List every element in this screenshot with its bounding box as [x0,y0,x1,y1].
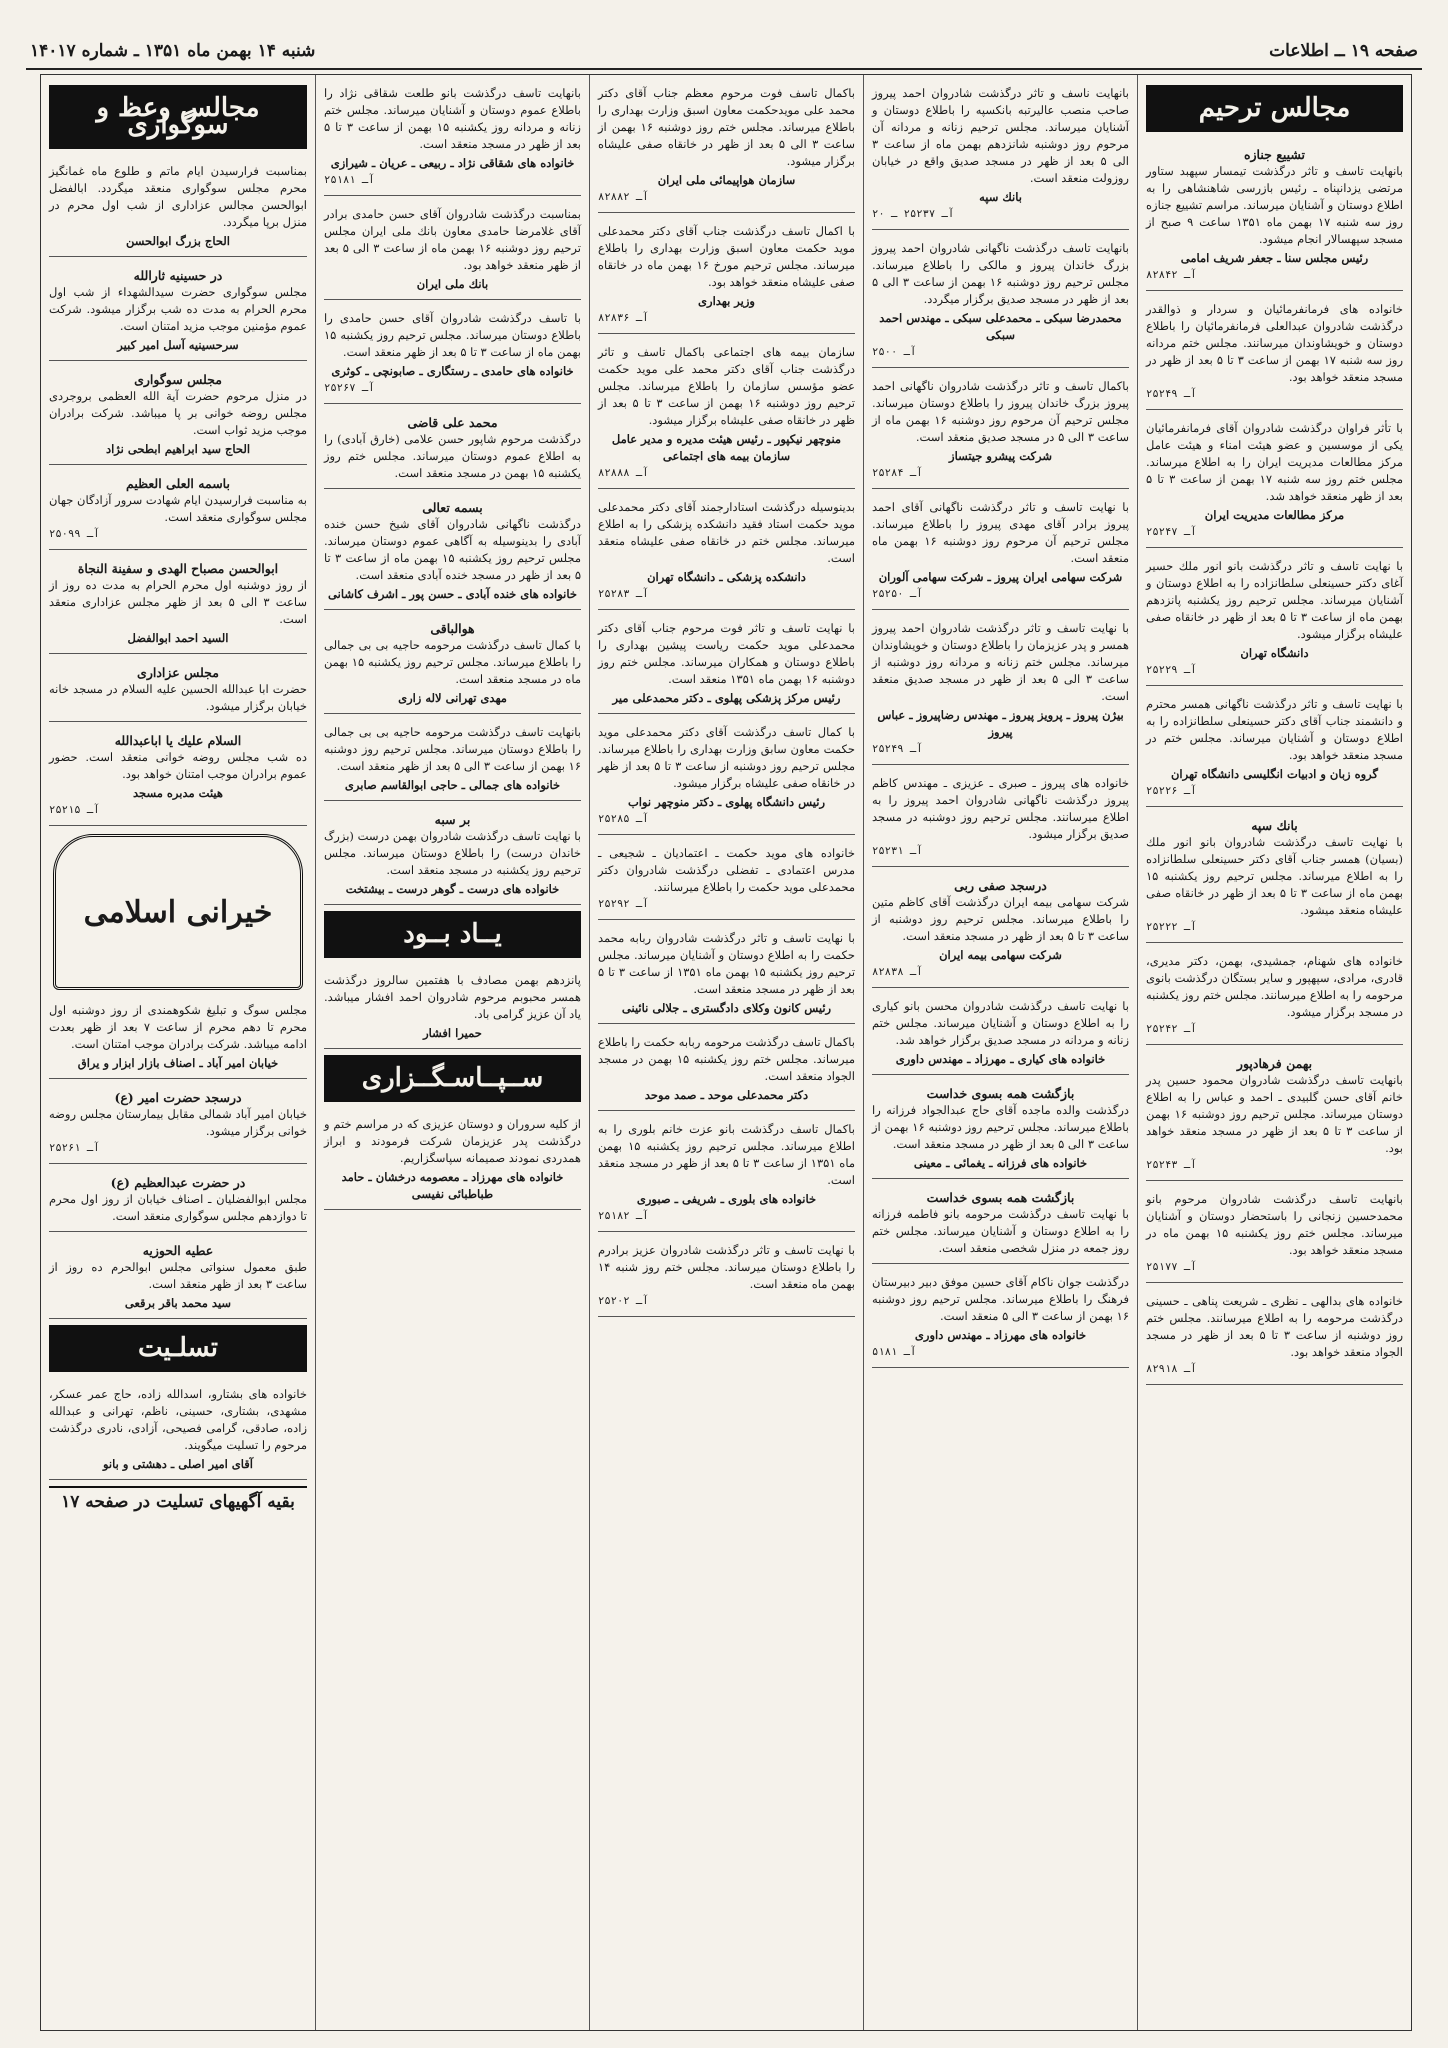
notice-body: بمناسبت درگذشت شادروان آقاى حسن حامدى برادر آقاى غلامرضا حامدى معاون بانك ملى ايران مجلس ترحيم روز دوشنبه ۱۶ بهمن ماه از ساعت ۳ الى ۵ بعد از ظهر منعقد خواهد بود. [324,207,581,272]
notice-signature: الحاج سيد ابراهيم ابطحى نژاد [105,442,251,456]
notice-code: آـ ۲۵۲۱۵ [49,804,100,816]
notice-heading: بانك سپه [1251,818,1298,833]
notice-body: با نهايت تاسف درگذشت شادروان محسن بانو كيارى را به اطلاع دوستان و آشنايان ميرساند. مجلس ختم زنانه و مردانه در مسجد صديق برگزار خواهد شد. [872,999,1129,1047]
notice [1146,1051,1403,1181]
notice [324,81,581,196]
notice-body: با نهايت تاسف و تاثر درگذشت بانو انور ملك حسير آغاى دكتر حسينعلى سلطانزاده را به اطلاع دوستان و آشنايان ميرساند. مجلس ترحيم روز يكشنبه پانزدهم بهمن ماه از ساعت ۳ تا ۵ بعد از ظهر در خانقاه صفى عليشاه برگزار ميشود. [1146,559,1403,641]
notice-body: حضرت ابا عبدالله الحسين عليه السلام در مسجد خانه خيابان برگزار ميشود. [49,682,307,713]
notice [598,841,855,920]
sepas-text: از كليه سروران و دوستان عزيزى كه در مراسم ختم و درگذشت پدر عزيزمان شركت فرمودند و ابراز همدردى نمودند صميمانه سپاسگزاريم. [324,1117,581,1165]
notice [872,1185,1129,1264]
notice [1146,142,1403,291]
notice-body: خانواده هاى فرمانفرمائيان و سردار و ذوالقدر درگذشت شادروان عبدالعلى فرمانفرمائيان را باطلاع دوستان و خويشاوندان ميرسانند. مجلس ختم مردانه روز سه شنبه ۱۷ بهمن از ساعت ۳ تا ۵ بعد از ظهر در مسجد منعقد خواهد بود. [1146,302,1403,384]
taslyat-notice [49,1382,307,1480]
section-banner-tarhim: مجالس ترحيم [1146,85,1403,132]
notice [1146,692,1403,807]
notice-code: آـ ۲۵۲۴۹ [1146,388,1197,400]
notice-body: باكمال تاسف و تاثر درگذشت شادروان ناگهانى احمد پيروز بزرگ خاندان پيروز را باطلاع دوستان ميرساند. مجلس ترحيم آن مرحوم روز دوشنبه ۱۶ بهمن ماه از ساعت ۳ الى ۵ در مسجد صديق منعقد است. [872,379,1130,444]
notice-signature: رئيس دانشگاه پهلوى ـ دكتر منوچهر نواب [627,795,826,809]
notice-body: از روز دوشنبه اول محرم الحرام به مدت ده روز از ساعت ۳ الى ۵ بعد از ظهر مجلس عزادارى منعقد است. [49,578,308,626]
notice-body: باكمال تاسف درگذشت بانو عزت خانم بلورى را به اطلاع ميرساند. مجلس ترحيم روز يكشنبه ۱۵ بهمن ماه ۱۳۵۱ از ساعت ۳ تا ۵ بعد از ظهر در مسجد منعقد است. [598,1122,856,1187]
column-3 [589,75,863,2030]
notice-body: خيابان امير آباد شمالى مقابل بيمارستان مجلس روضه خوانى برگزار ميشود. [49,1107,307,1138]
notice-code: آـ ۲۵۱۸۱ [324,174,375,186]
notice-body: با نهايت تاسف و تاثر درگذشت ناگهانى همسر محترم و دانشمند جناب آقاى دكتر حسينعلى سلطانزاده را به اطلاع دوستان و آشنايان ميرساند. مجلس ختم در مسجد منعقد خواهد بود. [1146,697,1403,762]
notice [872,374,1129,489]
notice-signature: السيد احمد ابوالفضل [127,631,229,645]
notice-signature: خانواده هاى جمالى ـ حاجى ابوالقاسم صابرى [344,778,561,792]
notice-body: درگذشت مرحوم شاپور حسن علامى (خارق آبادى) را به اطلاع عموم دوستان ميرساند. مجلس ختم روز يكشنبه ۱۵ بهمن در مسجد منعقد است. [324,432,581,480]
notice [598,720,855,835]
notice-body: با تاسف درگذشت شادروان آقاى حسن حامدى را باطلاع دوستان ميرساند. مجلس ترحيم روز يكشنبه ۱۵ بهمن ماه از ساعت ۳ تا ۵ بعد از ظهر منعقد است. [324,311,581,359]
notice-signature: خيابان امير آباد ـ اصناف بازار ابزار و يراق [77,1056,279,1070]
notice-signature: خانواده هاى مهرزاد ـ مهندس داورى [914,1328,1087,1342]
notice-code: آـ ۲۵۲۰۲ [598,1295,649,1307]
notice-signature: بيژن پيروز ـ پرويز پيروز ـ مهندس رضاپيروز ـ عباس پيروز [877,708,1124,739]
notice-signature: خانواده هاى حامدى ـ رستگارى ـ صابونچى ـ كوثرى [331,364,574,378]
notice-heading: مجلس عزادارى [137,665,219,680]
notice-signature: مهدى تهرانى لاله زارى [398,691,507,705]
sepas-notice [324,1112,581,1210]
notice-body: مجلس ابوالفضليان ـ اصناف خيابان از روز اول محرم تا دوازدهم مجلس سوگوارى منعقد است. [49,1192,307,1223]
notice-body: با نهايت تاسف و تاثر درگذشت شادروان احمد پيروز همسر و پدر عزيزمان را باطلاع دوستان و خويشاوندان ميرساند. مجلس ختم زنانه و مردانه روز دوشنبه از ساعت ۳ الى ۵ بعد از ظهر در مسجد صديق منعقد است. [872,621,1129,703]
notice-body: بدينوسيله درگذشت استادارجمند آقاى دكتر محمدعلى مويد حكمت استاد فقيد دانشكده پزشكى را به اطلاع ميرساند. مجلس ختم در خانقاه صفى عليشاه منعقد است. [598,500,855,565]
notice [49,1085,307,1164]
notice-heading: در حضرت عبدالعظيم (ع) [110,1175,246,1190]
notice-heading: عطيه الحوزيه [142,1243,214,1258]
notice-code: آـ ۲۵۲۶۷ [324,382,375,394]
notice-signature: خانواده هاى فرزانه ـ يغمائى ـ معينى [913,1156,1088,1170]
notice-heading: بر سبه [434,812,471,827]
notice-code: آـ ۲۵۰۰ [872,346,917,358]
notice-code: آـ ۲۵۲۳۱ [872,845,923,857]
notice-body: با نهايت تاسف و تاثر درگذشت ناگهانى آقاى احمد پيروز برادر آقاى مهدى پيروز را باطلاع ميرساند. مجلس ترحيم آن مرحوم روز دوشنبه ۱۶ بهمن ماه منعقد است. [872,500,1130,565]
notice [872,873,1129,988]
notice [598,1030,855,1111]
section-banner-sepasgozari: ســپــاسـگــزارى [324,1055,581,1102]
notice-body: خانواده هاى بدالهى ـ نظرى ـ شريعت پناهى ـ حسينى درگذشت مرحومه را به اطلاع ميرسانند. مجلس ختم روز دوشنبه از ساعت ۳ تا ۵ بعد از ظهر در مسجد الجواد منعقد خواهد بود. [1146,1294,1403,1359]
notice-code: آـ ۲۵۱۷۷ [1146,1261,1197,1273]
notice [49,1170,307,1232]
section-banner-vaez: مجالس وعظ و سوگوارى [49,85,307,149]
notice-code: آـ ۲۵۲۸۵ [598,813,649,825]
notice-body: ده شب مجلس روضه خوانى منعقد است. حضور عموم برادران موجب امتنان خواهد بود. [49,750,307,781]
notice-body: در منزل مرحوم حضرت آية الله العظمى بروجردى مجلس روضه خوانى بر پا ميباشد. شركت برادران موجب مزيد ثواب است. [49,389,307,437]
notice-signature: الحاج بزرگ ابوالحسن [126,234,230,248]
notice [872,771,1129,867]
notice-heading: بهمن فرهادپور [1236,1056,1313,1071]
notice-body: با نهايت تاسف درگذشت شادروان بهمن درست (بزرگ خاندان درست) را باطلاع دوستان ميرساند. مجلس ترحيم روز يكشنبه در مسجد منعقد است. [324,829,581,877]
notice [49,556,307,654]
notice-heading: هوالباقى [430,621,475,636]
page-number-label: صفحه ۱۹ ــ اطلاعات [1269,41,1418,61]
notice-code: آـ ۲۵۲۴۲ [1146,1023,1197,1035]
notice-body: با نهايت تاسف و تاثر فوت مرحوم جناب آقاى دكتر محمدعلى مويد حكمت رياست پيشين بهدارى را باطلاع دوستان و همكاران ميرساند. مجلس ختم روز دوشنبه ۱۶ بهمن ماه ۱۳۵۱ منعقد است. [598,621,855,686]
column-1 [1137,75,1411,2030]
notice-body: مجلس سوگوارى حضرت سيدالشهداء از شب اول محرم الحرام به مدت ده شب برگزار ميشود. شركت عموم مؤمنين موجب مزيد امتنان است. [49,285,307,333]
ornament-emblem: خيرانى اسلامى [53,834,303,990]
notice-signature: منوچهر نيكپور ـ رئيس هيئت مديره و مدير عامل سازمان بيمه هاى اجتماعى [611,432,842,463]
notice [1146,813,1403,943]
notice-signature: محمدرضا سبكى ـ محمدعلى سبكى ـ مهندس احمد سبكى [879,311,1122,342]
notice-body: به مناسبت فرارسيدن ايام شهادت سرور آزادگان جهان مجلس سوگوارى منعقد است. [48,493,307,524]
notice [49,660,307,722]
notice-body: با اكمال تاسف درگذشت جناب آقاى دكتر محمدعلى مويد حكمت معاون اسبق وزارت بهدارى را باطلاع ميرساند. مجلس ترحيم مورخ ۱۶ بهمن ماه در خانقاه صفى عليشاه منعقد خواهد بود. [598,224,855,289]
notice-body: بانهايت تاسف درگذشت مرحومه حاجيه بى بى جمالى را باطلاع دوستان ميرساند. مجلس ترحيم روز دوشنبه ۱۶ بهمن از ساعت ۳ الى ۵ بعد از ظهر منعقد است. [324,725,581,773]
notice-code: آـ ۲۵۲۶۱ [49,1142,100,1154]
notice-signature: خانواده هاى شقاقى نژاد ـ ربيعى ـ عريان ـ شيرازى [330,156,575,170]
notice-body: بمناسبت فرارسيدن ايام ماتم و طلوع ماه غمانگيز محرم مجلس سوگوارى منعقد ميگردد. ابالفضل ابوالحسن مجالس عزادارى از شب اول محرم در منزل برپا ميگردد. [49,164,307,229]
notice-signature: دانشكده پزشكى ـ دانشگاه تهران [647,570,806,584]
notice-heading: بسمه تعالى [422,500,483,515]
notice [324,202,581,300]
notice-body: طبق معمول سنواتى مجلس ابوالحرم ده روز از ساعت ۳ بعد از ظهر منعقد است. [49,1260,307,1291]
notice-signature: رئيس كانون وكلاى دادگسترى ـ جلالى نائينى [621,1001,832,1015]
notice [598,81,855,213]
notice-body: با نهايت تاسف درگذشت شادروان بانو انور ملك (بسيان) همسر جناب آقاى دكتر حسينعلى سلطانزاده را به اطلاع ميرساند. مجلس ترحيم روز يكشنبه ۱۵ بهمن ماه از ساعت ۳ تا ۵ بعد از ظهر در خانقاه صفى عليشاه منعقد ميشود. [1146,835,1403,917]
notice-signature: سيد محمد باقر برقعى [124,1296,232,1310]
notice [324,616,581,714]
notice-body: بانهايت تاسف درگذشت شادروان مرحوم بانو محمدحسين زنجانى را باستحضار دوستان و آشنايان ميرساند. مجلس ختم روز يكشنبه ۱۵ بهمن ماه در مسجد منعقد خواهد بود. [1146,1192,1403,1257]
notice-body: با نهايت تاسف درگذشت مرحومه بانو فاطمه فرزانه را به اطلاع دوستان و آشنايان ميرساند. مجلس ختم روز جمعه در منزل شخصى منعقد است. [872,1207,1129,1255]
notice-body: با كمال تاسف درگذشت مرحومه حاجيه بى بى جمالى را باطلاع ميرساند. مجلس ترحيم روز يكشنبه ۱۵ بهمن ماه در مسجد منعقد است. [324,638,581,686]
notice-code: آـ ۲۵۱۸۲ [598,1210,649,1222]
notice [1146,297,1403,410]
section-banner-yadbud: يــاد بــود [324,911,581,958]
notice [1146,554,1403,686]
notice [598,1238,855,1317]
notice [1146,416,1403,548]
notice-body: با نهايت تاسف و تاثر درگذشت شادروان عزيز برادرم را باطلاع دوستان ميرساند. مجلس ختم روز شنبه ۱۴ بهمن ماه منعقد است. [598,1243,855,1291]
notice [872,495,1129,610]
notice-body: بانهايت تاسف درگذشت شادروان محمود حسين پدر خانم آقاى حسن گلبيدى ـ احمد و عباس را به اطلاع دوستان ميرساند. مجلس ترحيم روز دوشنبه ۱۶ بهمن از ساعت ۳ تا ۵ بعد از ظهر در مسجد منعقد خواهد بود. [1146,1073,1404,1155]
issue-date-label: شنبه ۱۴ بهمن ماه ۱۳۵۱ ـ شماره ۱۴۰۱۷ [30,41,316,61]
notice-code: آـ ۲۵۲۴۳ [1146,1159,1197,1171]
notice-code: آـ ۲۵۰۹۹ [49,528,100,540]
notice-body: سازمان بيمه هاى اجتماعى باكمال تاسف و تاثر درگذشت جناب آقاى دكتر محمد على مويد حكمت عضو مؤسس سازمان را باطلاع ميرساند. مجلس ترحيم روز دوشنبه ۱۶ بهمن از ساعت ۳ تا ۵ بعد از ظهر در خانقاه صفى عليشاه برگزار ميشود. [598,345,855,427]
notice-code: آـ ۲۵۲۳۷ ـ ۲۰ [872,208,955,220]
notice [324,495,581,610]
notice-signature: رئيس مجلس سنا ـ جعفر شريف امامى [1180,251,1369,265]
notice-heading: درسجد صفى ربى [954,878,1047,893]
notice [598,1117,855,1232]
notice [1146,949,1403,1045]
notice-signature: رئيس مركز پزشكى پهلوى ـ دكتر محمدعلى مير [612,691,841,705]
notice-signature: شركت سهامى ايران پيروز ـ شركت سهامى آلوران [878,570,1123,584]
notice-code: آـ ۵۱۸۱ [872,1346,917,1358]
notice-body: خانواده هاى پيروز ـ صبرى ـ عزيزى ـ مهندس كاظم پيروز درگذشت ناگهانى شادروان احمد پيروز را به اطلاع ميرسانند. مجلس ترحيم روز دوشنبه در مسجد صديق برگزار ميشود. [872,776,1129,841]
notice-signature: سرحسينيه آسل امير كبير [117,338,239,352]
notice-heading: محمد على قاضى [407,415,498,430]
notice-signature: شركت سهامى بيمه ايران [939,948,1062,962]
notice-heading: بازگشت همه بسوى خداست [926,1190,1075,1205]
notice-code: آـ ۸۲۸۸۲ [598,191,649,203]
notice-signature: گروه زبان و ادبيات انگليسى دانشگاه تهران [1170,767,1378,781]
notice-body: درگذشت ناگهانى شادروان آقاى شيخ حسن خنده آبادى را بدينوسيله به آگاهى عموم دوستان ميرساند. مجلس ترحيم روز يكشنبه ۱۵ بهمن ماه از ساعت ۳ تا ۵ بعد از ظهر در مسجد خنده آبادى منعقد است. [324,517,581,582]
notice-body: بانهايت تاسف درگذشت ناگهانى شادروان احمد پيروز بزرگ خاندان پيروز و مالكى را باطلاع ميرساند. مجلس ترحيم روز دوشنبه ۱۶ بهمن از ساعت ۳ الى ۵ بعد از ظهر در مسجد صديق برگزار ميگردد. [872,241,1129,306]
notice-code: آـ ۲۵۲۸۳ [598,588,649,600]
notice [49,367,307,465]
notice [598,340,855,489]
notice [872,81,1129,230]
continued-footer: بقيه آگهيهاى تسليت در صفحه ۱۷ [49,1486,307,1517]
notice-body: شركت سهامى بيمه ايران درگذشت آقاى كاظم متين را باطلاع ميرساند. مجلس ترحيم روز دوشنبه از ساعت ۳ تا ۵ بعد از ظهر در مسجد منعقد است. [872,895,1129,943]
notice-heading: بازگشت همه بسوى خداست [926,1086,1075,1101]
yadbud-signature: حميرا افشار [423,1026,482,1040]
notice-code: آـ ۸۲۹۱۸ [1146,1363,1197,1375]
column-2 [863,75,1137,2030]
notice-code: آـ ۲۵۲۴۹ [872,743,923,755]
notice [49,471,307,550]
notice-body: با كمال تاسف درگذشت آقاى دكتر محمدعلى مويد حكمت معاون سابق وزارت بهدارى را باطلاع ميرساند. مجلس ترحيم روز دوشنبه از ساعت ۳ تا ۵ بعد از ظهر در خانقاه صفى عليشاه برگزار ميشود. [598,725,855,790]
notice-code: آـ ۸۲۸۴۲ [1146,269,1197,281]
notice-code: آـ ۸۲۸۸۸ [598,467,649,479]
notice [49,159,307,257]
notice-body: درگذشت والده ماجده آقاى حاج عبدالجواد فرزانه را باطلاع ميرساند. مجلس ترحيم روز دوشنبه ۱۶ بهمن از ساعت ۳ الى ۵ بعد از ظهر در مسجد منعقد است. [872,1103,1129,1151]
notice [872,994,1129,1075]
notice-code: آـ ۲۵۲۸۴ [872,467,923,479]
notice-body: بانهايت تاسف و تاثر درگذشت تيمسار سپهبد ستاور مرتضى يزدانپناه ـ رئيس بازرسى شاهنشاهى را به اطلاع دوستان و آشنايان ميرساند. مراسم تشييع جنازه روز سه شنبه ۱۷ بهمن ماه ۱۳۵۱ ساعت ۹ صبح از مسجد سپهسالار انجام ميشود. [1146,164,1404,246]
notice [49,263,307,361]
notice-code: آـ ۲۵۲۲۶ [1146,785,1197,797]
notice-heading: مجلس سوگوارى [134,372,222,387]
column-5 [41,75,315,2030]
notice-code: آـ ۲۵۲۴۷ [1146,526,1197,538]
notice [324,410,581,489]
notice-signature: خانواده هاى درست ـ گوهر درست ـ بيشتخت [345,882,560,896]
notice-body: با تأثر فراوان درگذشت شادروان آقاى فرمانفرمائيان يكى از موسسين و عضو هيئت امناء و هيئت عامل مركز مطالعات مديريت ايران را به اطلاع ميرساند. مجلس ختم روز سه شنبه ۱۷ بهمن از ساعت ۳ تا ۵ بعد از ظهر منعقد خواهد شد. [1146,421,1404,503]
notice-body: بانهايت ناسف و تاثر درگذشت شادروان احمد پيروز صاحب منصب عاليرتبه بانكسپه را باطلاع دوستان و آشنايان ميرساند. مجلس ترحيم زنانه و مردانه آن مرحوم روز دوشنبه شانزدهم بهمن ماه از ساعت ۳ الى ۵ بعد از ظهر در مسجد صديق واقع در خيابان روزولت منعقد است. [872,86,1129,185]
notice-body: خانواده هاى شهنام، جمشيدى، بهمن، دكتر مديرى، قادرى، مرادى، سپهپور و ساير بستگان درگذشت بانوى مرحومه را به اطلاع ميرسانند. مجلس ختم روز يكشنبه در مسجد برگزار ميشود. [1146,954,1403,1019]
notice-code: آـ ۲۵۲۲۲ [1146,921,1197,933]
notice-signature: وزير بهدارى [698,294,755,308]
notice-signature: خانواده هاى كيارى ـ مهرزاد ـ مهندس داورى [895,1052,1106,1066]
notice-signature: سازمان هواپيمائى ملى ايران [657,173,796,187]
notice-signature: خانواده هاى بلورى ـ شريفى ـ صبورى [636,1192,817,1206]
notice [324,807,581,905]
notice-heading: تشييع جنازه [1243,147,1306,162]
notice [324,306,581,404]
notice [49,1238,307,1319]
notice [324,720,581,801]
notice-body: باكمال تاسف فوت مرحوم معظم جناب آقاى دكتر محمد على مويدحكمت معاون اسبق وزارت بهدارى را باطلاع ميرساند. مجلس ختم روز دوشنبه ۱۶ بهمن از ساعت ۳ الى ۵ بعد از ظهر در خانقاه صفى عليشاه برگزار ميشود. [598,86,855,168]
notice [872,236,1129,368]
page-header [26,34,1422,70]
notice-code: آـ ۲۵۲۵۰ [872,588,923,600]
notice-code: آـ ۸۲۸۳۶ [598,312,649,324]
notice [598,926,855,1024]
notice [1146,1289,1403,1385]
notice [1146,1187,1403,1283]
notice-heading: ابوالحسن مصباح الهدى و سفينة النجاة [77,561,279,576]
notice-signature: هيئت مدبره مسجد [133,786,223,800]
notice-signature: بانك سپه [979,190,1022,204]
notice [872,616,1129,765]
notice-heading: در حسينيه ثارالله [133,268,223,283]
taslyat-signature: آقاى امير اصلى ـ دهشتى و بانو [102,1457,253,1471]
notice-body: خانواده هاى مويد حكمت ـ اعتماديان ـ شجيعى ـ مدرس اعتمادى ـ تفضلى درگذشت شادروان دكتر محمدعلى مويد حكمت را باطلاع ميرسانند. [598,846,855,894]
notice-code: آـ ۸۲۸۳۸ [872,966,923,978]
notice [872,1081,1129,1179]
notice [49,998,307,1079]
notice [598,495,855,610]
notice-signature: دكتر محمدعلى موحد ـ صمد موحد [644,1088,809,1102]
taslyat-text: خانواده هاى بشتارو، اسدالله زاده، حاج عمر عسكر، مشهدى، بشتارى، حسينى، ناظم، تهرانى و عبدالله زاده، صادقى، گرامى فصيحى، آزادى، نادرى درگذشت مرحوم را تسليت ميگويند. [49,1387,307,1452]
notice-body: مجلس سوگ و تبليغ شكوهمندى از روز دوشنبه اول محرم تا دهم محرم از ساعت ۷ بعد از ظهر بعدت ادامه ميباشد. شركت برادران موجب امتنان است. [49,1003,307,1051]
notice-body: درگذشت جوان ناكام آقاى حسين موفق دبير دبيرستان فرهنگ را باطلاع ميرساند. مجلس ترحيم روز دوشنبه ۱۶ بهمن از ساعت ۳ الى ۵ منعقد است. [872,1275,1129,1323]
notice-body: بانهايت تاسف درگذشت بانو طلعت شقاقى نژاد را باطلاع عموم دوستان و آشنايان ميرساند. مجلس ختم زنانه و مردانه روز يكشنبه ۱۵ بهمن از ساعت ۳ تا ۵ بعد از ظهر در مسجد منعقد است. [324,86,581,151]
notice-signature: شركت پيشرو جيتساز [949,449,1052,463]
notice-code: آـ ۲۵۲۹۲ [598,898,649,910]
notice-signature: بانك ملى ايران [416,277,489,291]
column-4 [315,75,589,2030]
notice-body: با نهايت تاسف و تاثر درگذشت شادروان ربابه محمد حكمت را به اطلاع دوستان و آشنايان ميرساند. مجلس ترحيم روز يكشنبه ۱۵ بهمن ماه ۱۳۵۱ از ساعت ۳ تا ۵ بعد از ظهر در مسجد منعقد است. [598,931,856,996]
sepas-signature: خانواده هاى مهرزاد ـ معصومه درخشان ـ حامد طباطبائى نفيسى [341,1170,564,1201]
notice-signature: دانشگاه تهران [1240,646,1309,660]
notice-heading: درسجد حضرت امير (ع) [114,1090,242,1105]
notice-heading: باسمه العلى العظيم [126,476,230,491]
yadbud-notice [324,968,581,1049]
notice-signature: مركز مطالعات مديريت ايران [1204,508,1345,522]
notice [872,1270,1129,1368]
notice-code: آـ ۲۵۲۲۹ [1146,664,1197,676]
notice [598,219,855,334]
notice-signature: خانواده هاى خنده آبادى ـ حسن پور ـ اشرف كاشانى [328,587,577,601]
notice [49,728,307,826]
notice-heading: السلام عليك يا اباعبدالله [114,733,242,748]
notice-body: باكمال تاسف درگذشت مرحومه ربابه حكمت را باطلاع ميرساند. مجلس ختم روز يكشنبه ۱۵ بهمن در مسجد الجواد منعقد است. [598,1035,855,1083]
newspaper-page [40,74,1412,2031]
yadbud-text: پانزدهم بهمن مصادف با هفتمين سالروز درگذشت همسر محبوبم مرحوم شادروان احمد افشار ميباشد. ياد آن عزيز گرامى باد. [324,973,581,1021]
notice [598,616,855,714]
section-banner-taslyat: تسلـيت [49,1325,307,1372]
